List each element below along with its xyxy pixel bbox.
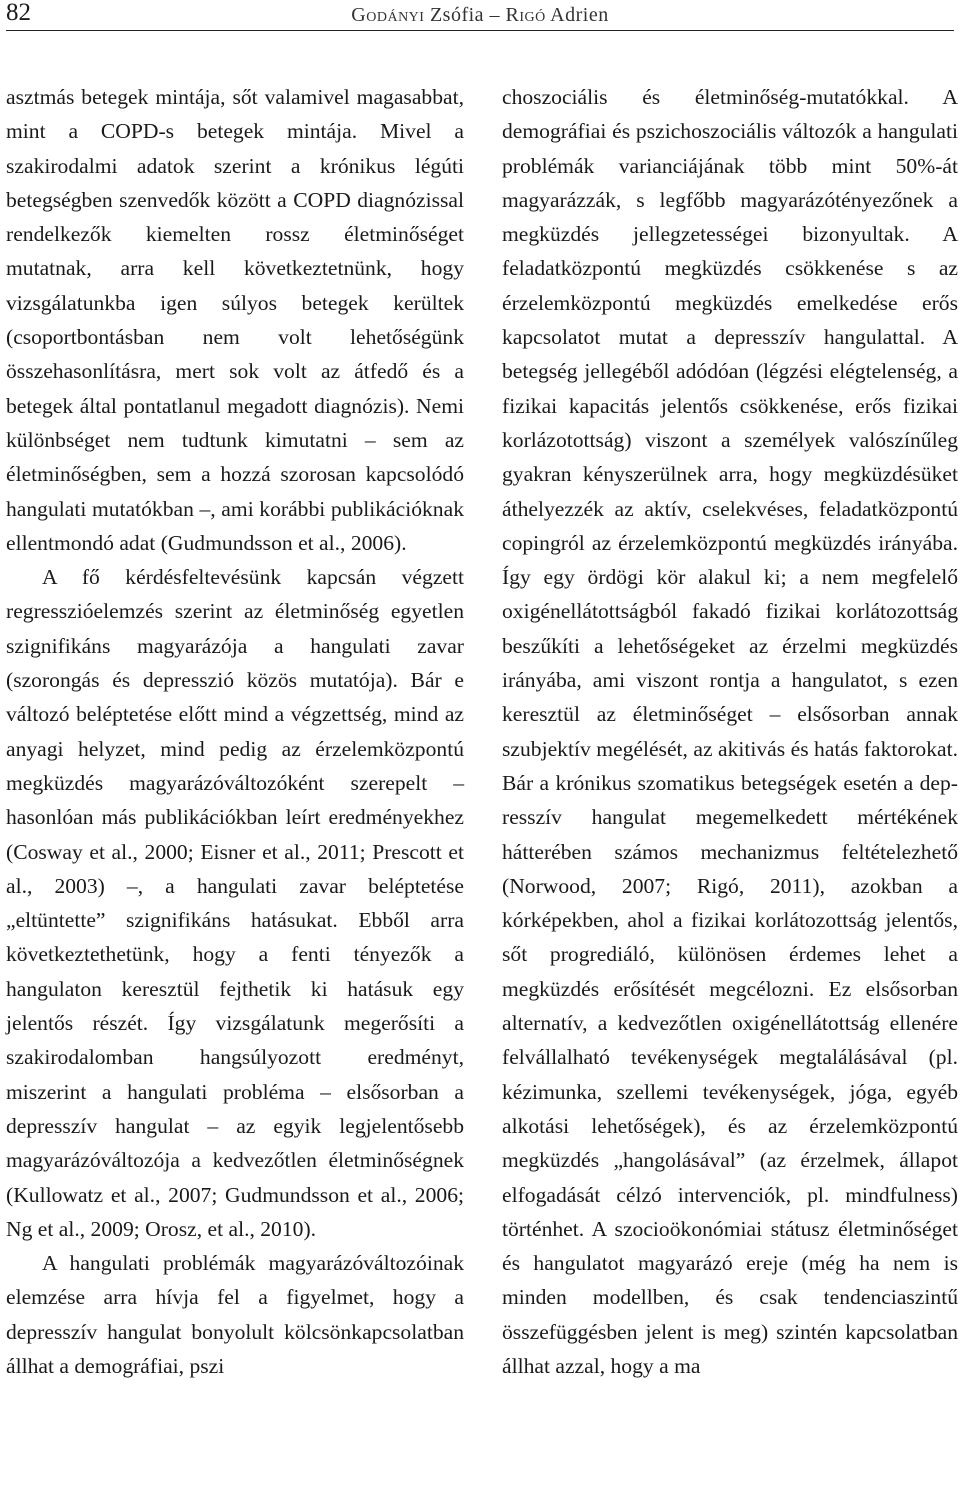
- page-number: 82: [6, 0, 31, 26]
- paragraph: choszociális és életminőség-mutatókkal. A demográfiai és pszichoszociális változók a hangulati problémák varianciájának több mint 50%-át magyarázzák, s legfőbb magyarázótényezőnek a megküzdés jellegzetességei bizonyultak. A feladatközpontú megküzdés csökkenése s az érzelemközpontú megküzdés emelkedése erős kapcsolatot mutat a depresszív hangulattal. A betegség jellegéből adódóan (légzési elégtelenség, a fizikai kapacitás jelentős csökkenése, erős fizikai korlázotottság) viszont a személyek valószínűleg gyakran kényszerülnek arra, hogy megküzdésüket áthelyezzék az aktív, cselekvéses, feladatközpontú copingról az érzelemközpontú megküzdés irányába. Így egy ördögi kör alakul ki; a nem megfelelő oxigénellátottságból fakadó fizikai korlátozottság beszűkíti a lehetőségeket az érzelmi megküzdés irányába, ami viszont rontja a hangulatot, s ezen keresztül az életminőséget – elsősorban annak szubjektív megélését, az akitivás és hatás faktorokat. Bár a krónikus szomatikus betegségek esetén a depresszív hangulat megemelkedett mértékének hátterében számos mechanizmus feltételezhető (Norwood, 2007; Rigó, 2011), azokban a kórképekben, ahol a fizikai korlátozottság jelentős, sőt progrediáló, különösen érdemes lehet a megküzdés erősítését megcélozni. Ez elsősorban alternatív, a kedvezőtlen oxigénellátottság ellenére felvállalható tevékenységek megtalálásával (pl. kézimunka, szellemi tevékenységek, jóga, egyéb alkotási lehetőségek), és az érzelemközpontú megküzdés „hangolásával” (az érzelmek, állapot elfogadását célzó intervenciók, pl. mindfulness) történhet. A szocioökonómiai státusz életminőséget és hangulatot magyarázó ereje (még ha nem is minden modellben, és csak tendenciaszintű összefüggésben jelent is meg) szintén kapcsolatban állhat azzal, hogy a ma: [502, 85, 958, 1378]
- running-head-authors: [6, 0, 954, 30]
- author1-given-name: Zsófia –: [424, 4, 506, 26]
- author1-surname-rest: odányi: [366, 4, 425, 26]
- paragraph: asztmás betegek mintája, sőt valamivel magasabbat, mint a COPD-s betegek mintája. Mivel a szakirodalmi adatok szerint a krónikus légúti betegségben szenvedők között a COPD diagnózissal rendelkezők kiemelten rossz életminőséget mutatnak, arra kell következtetnünk, hogy vizsgálatunkba igen súlyos betegek kerültek (csoportbontásban nem volt lehetőségünk összehasonlításra, mert sok volt az átfedő és a betegek által pontatlanul megadott diagnózis). Nemi különbséget nem tudtunk kimutatni – sem az életminőségben, sem a hozzá szorosan kapcsolódó hangulati mutatókban –, ami korábbi publikációknak ellentmondó adat (Gudmundsson et al., 2006).: [6, 85, 464, 555]
- left-column: [6, 80, 464, 1383]
- paragraph: A fő kérdésfeltevésünk kapcsán végzett regresszióelemzés szerint az életminőség egyetlen szignifikáns magyarázója a hangulati zavar (szorongás és depresszió közös mutatója). Bár e változó beléptetése előtt mind a végzettség, mind az anyagi helyzet, mind pedig az érzelemközpontú megküzdés magyarázóváltozóként szerepelt – hasonlóan más publikációkban leírt eredményekhez (Cosway et al., 2000; Eisner et al., 2011; Prescott et al., 2003) –, a hangulati zavar beléptetése „eltüntette” szignifikáns hatásukat. Ebből arra következtethetünk, hogy a fenti tényezők a hangulaton keresztül fejthetik ki hatásuk egy jelentős részét. Így vizsgálatunk megerősíti a szakirodalomban hangsúlyozott eredményt, miszerint a hangulati probléma – elsősorban a depresszív hangulat – az egyik legjelentősebb magyarázóváltozója a kedvezőtlen életminőségnek (Kullowatz et al., 2007; Gudmundsson et al., 2006; Ng et al., 2009; Orosz, et al., 2010).: [6, 565, 464, 1241]
- author2-surname-rest: igó: [519, 4, 546, 26]
- author2-given-name: Adrien: [545, 4, 609, 26]
- author1-initial: G: [351, 4, 367, 26]
- right-column: [502, 80, 958, 1383]
- author2-initial: R: [505, 4, 520, 26]
- running-header: [6, 0, 954, 31]
- paragraph: A hangulati problémák magyarázóváltozóinak elemzése arra hívja fel a figyelmet, hogy a depresszív hangulat bonyolult kölcsönkapcsolatban állhat a demográfiai, pszi: [6, 1251, 464, 1378]
